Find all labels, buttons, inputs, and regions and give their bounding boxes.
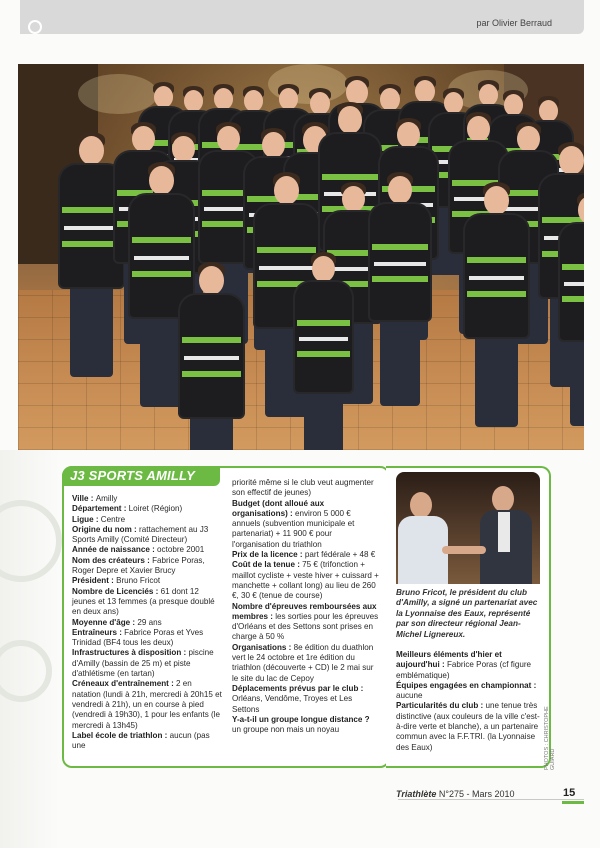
info-label: Label école de triathlon : [72, 730, 170, 740]
info-column-2 [232, 478, 380, 735]
info-label: Origine du nom : [72, 524, 139, 534]
info-entry [232, 684, 380, 715]
info-label: Organisations : [232, 642, 294, 652]
info-label: Président : [72, 576, 117, 586]
info-value: Fabrice Poras et Yves Trinidad (BF4 tous les deux) [72, 627, 204, 648]
info-value: aucune [396, 691, 423, 701]
page-number: 15 [563, 787, 576, 799]
info-value: 29 ans [137, 617, 162, 627]
info-label: Coût de la tenue : [232, 560, 303, 570]
info-label: Déplacements prévus par le club : [232, 683, 364, 693]
info-entry [232, 643, 380, 684]
info-value: priorité même si le club veut augmenter son effectif de jeunes) [232, 478, 374, 498]
info-entry [232, 550, 380, 560]
info-label: Budget (dont alloué aux organisations) : [232, 498, 325, 518]
info-value: 2 en natation (lundi à 21h, mercredi à 20h15 et vendredi à 21h), un en course à pied (vendredi à 19h30), 1 pour les enfants (le mercredi à 13h45) [72, 679, 222, 730]
info-value: 8e édition du duathlon vert le 24 octobre et 1re édition du triathlon (découverte + CD) le 2 mai sur le site du lac de Cepoy [232, 642, 374, 683]
info-label: Département : [72, 504, 129, 514]
info-value: Amilly [95, 494, 118, 503]
team-photo [18, 64, 584, 450]
info-label: Particularités du club : [396, 701, 486, 711]
info-label: Ligue : [72, 514, 101, 524]
info-label: Prix de la licence : [232, 550, 305, 560]
info-value: rattachement au J3 Sports Amilly (Comité Directeur) [72, 524, 209, 545]
info-column-3 [396, 650, 542, 753]
info-label: Entraîneurs : [72, 627, 125, 637]
top-band [20, 0, 584, 34]
info-value: piscine d'Amilly (bassin de 25 m) et piste d'athlétisme (en tartan) [72, 648, 214, 679]
info-entry [232, 602, 380, 643]
info-entry [72, 618, 222, 628]
info-label: Année de naissance : [72, 545, 158, 555]
info-entry [396, 681, 542, 702]
info-entry [396, 650, 542, 681]
info-entry [72, 515, 222, 525]
info-label: Créneaux d'entraînement : [72, 679, 177, 689]
info-entry [232, 478, 380, 499]
info-entry [72, 587, 222, 618]
info-entry [232, 560, 380, 601]
info-value: les sorties pour les épreuves d'Orléans et des Settons sont prises en charge à 50 % [232, 611, 379, 642]
info-value: Fabrice Poras (cf figure emblématique) [396, 660, 532, 680]
info-value: octobre 2001 [157, 545, 205, 555]
info-entry [232, 715, 380, 736]
issue-info: N°275 - Mars 2010 [436, 789, 515, 799]
info-value: aucun (pas une [72, 730, 210, 751]
info-value: Loiret (Région) [128, 504, 183, 514]
info-label: Nombre d'épreuves remboursées aux membres : [232, 601, 377, 621]
info-entry [396, 701, 542, 752]
info-label: Y-a-t-il un groupe longue distance ? [232, 714, 370, 724]
info-entry [72, 679, 222, 730]
info-label: Ville : [72, 494, 96, 503]
info-value: Orléans, Vendôme, Troyes et Les Settons [232, 694, 353, 714]
info-entry [72, 494, 222, 504]
corner-ornament [28, 20, 42, 34]
info-entry [72, 628, 222, 649]
info-entry [72, 731, 222, 752]
info-entry [72, 648, 222, 679]
info-entry [72, 545, 222, 555]
magazine-footer [396, 789, 515, 799]
info-value: 75 € (trifonction + maillot cycliste + veste hiver + cuissard + manchette + collant long) au lieu de 260 €, 30 € (tenue de course) [232, 560, 379, 601]
magazine-name: Triathlète [396, 789, 437, 799]
info-value: environ 5 000 € annuels (subvention municipale et partenariat) + 11 900 € pour l'organisation du triathlon [232, 508, 355, 549]
info-label: Nombre de Licenciés : [72, 586, 161, 596]
info-label: Infrastructures à disposition : [72, 648, 189, 658]
info-label: Nom des créateurs : [72, 555, 153, 565]
page-accent-bar [562, 801, 584, 804]
info-value: Bruno Fricot [116, 576, 161, 586]
footer-rule [398, 799, 584, 800]
info-value: Fabrice Poras, Roger Depre et Xavier Brucy [72, 555, 205, 576]
info-value: part fédérale + 48 € [304, 550, 376, 560]
info-label: Équipes engagées en championnat : [396, 680, 537, 690]
info-entry [232, 499, 380, 550]
info-value: Centre [100, 514, 126, 524]
info-label: Moyenne d'âge : [72, 617, 138, 627]
info-entry [72, 525, 222, 546]
info-entry [72, 556, 222, 577]
partnership-photo [396, 472, 540, 584]
info-value: une tenue très distinctive (aux couleurs de la ville c'est-à-dire verte et blanche), a un partenaire commun avec la F.F.TRI. (la Lyonnaise des Eaux) [396, 701, 540, 752]
info-label: Meilleurs éléments d'hier et aujourd'hui : [396, 650, 502, 670]
info-entry [72, 576, 222, 586]
info-value: 61 dont 12 jeunes et 13 femmes (a presque doublé en deux ans) [72, 586, 215, 617]
photo-caption: Bruno Fricot, le président du club d'Amilly, a signé un partenariat avec la Lyonnaise des Eaux, représenté par son directeur régional Jean-Michel Lignereux. [396, 588, 538, 639]
byline: par Olivier Berraud [476, 18, 552, 28]
photo-credit: PHOTOS : CHRISTOPHE GUIARD [544, 706, 556, 770]
info-column-1 [72, 494, 222, 751]
info-value: un groupe non mais un noyau [232, 725, 340, 735]
info-entry [72, 504, 222, 514]
section-title: J3 SPORTS AMILLY [62, 466, 220, 486]
